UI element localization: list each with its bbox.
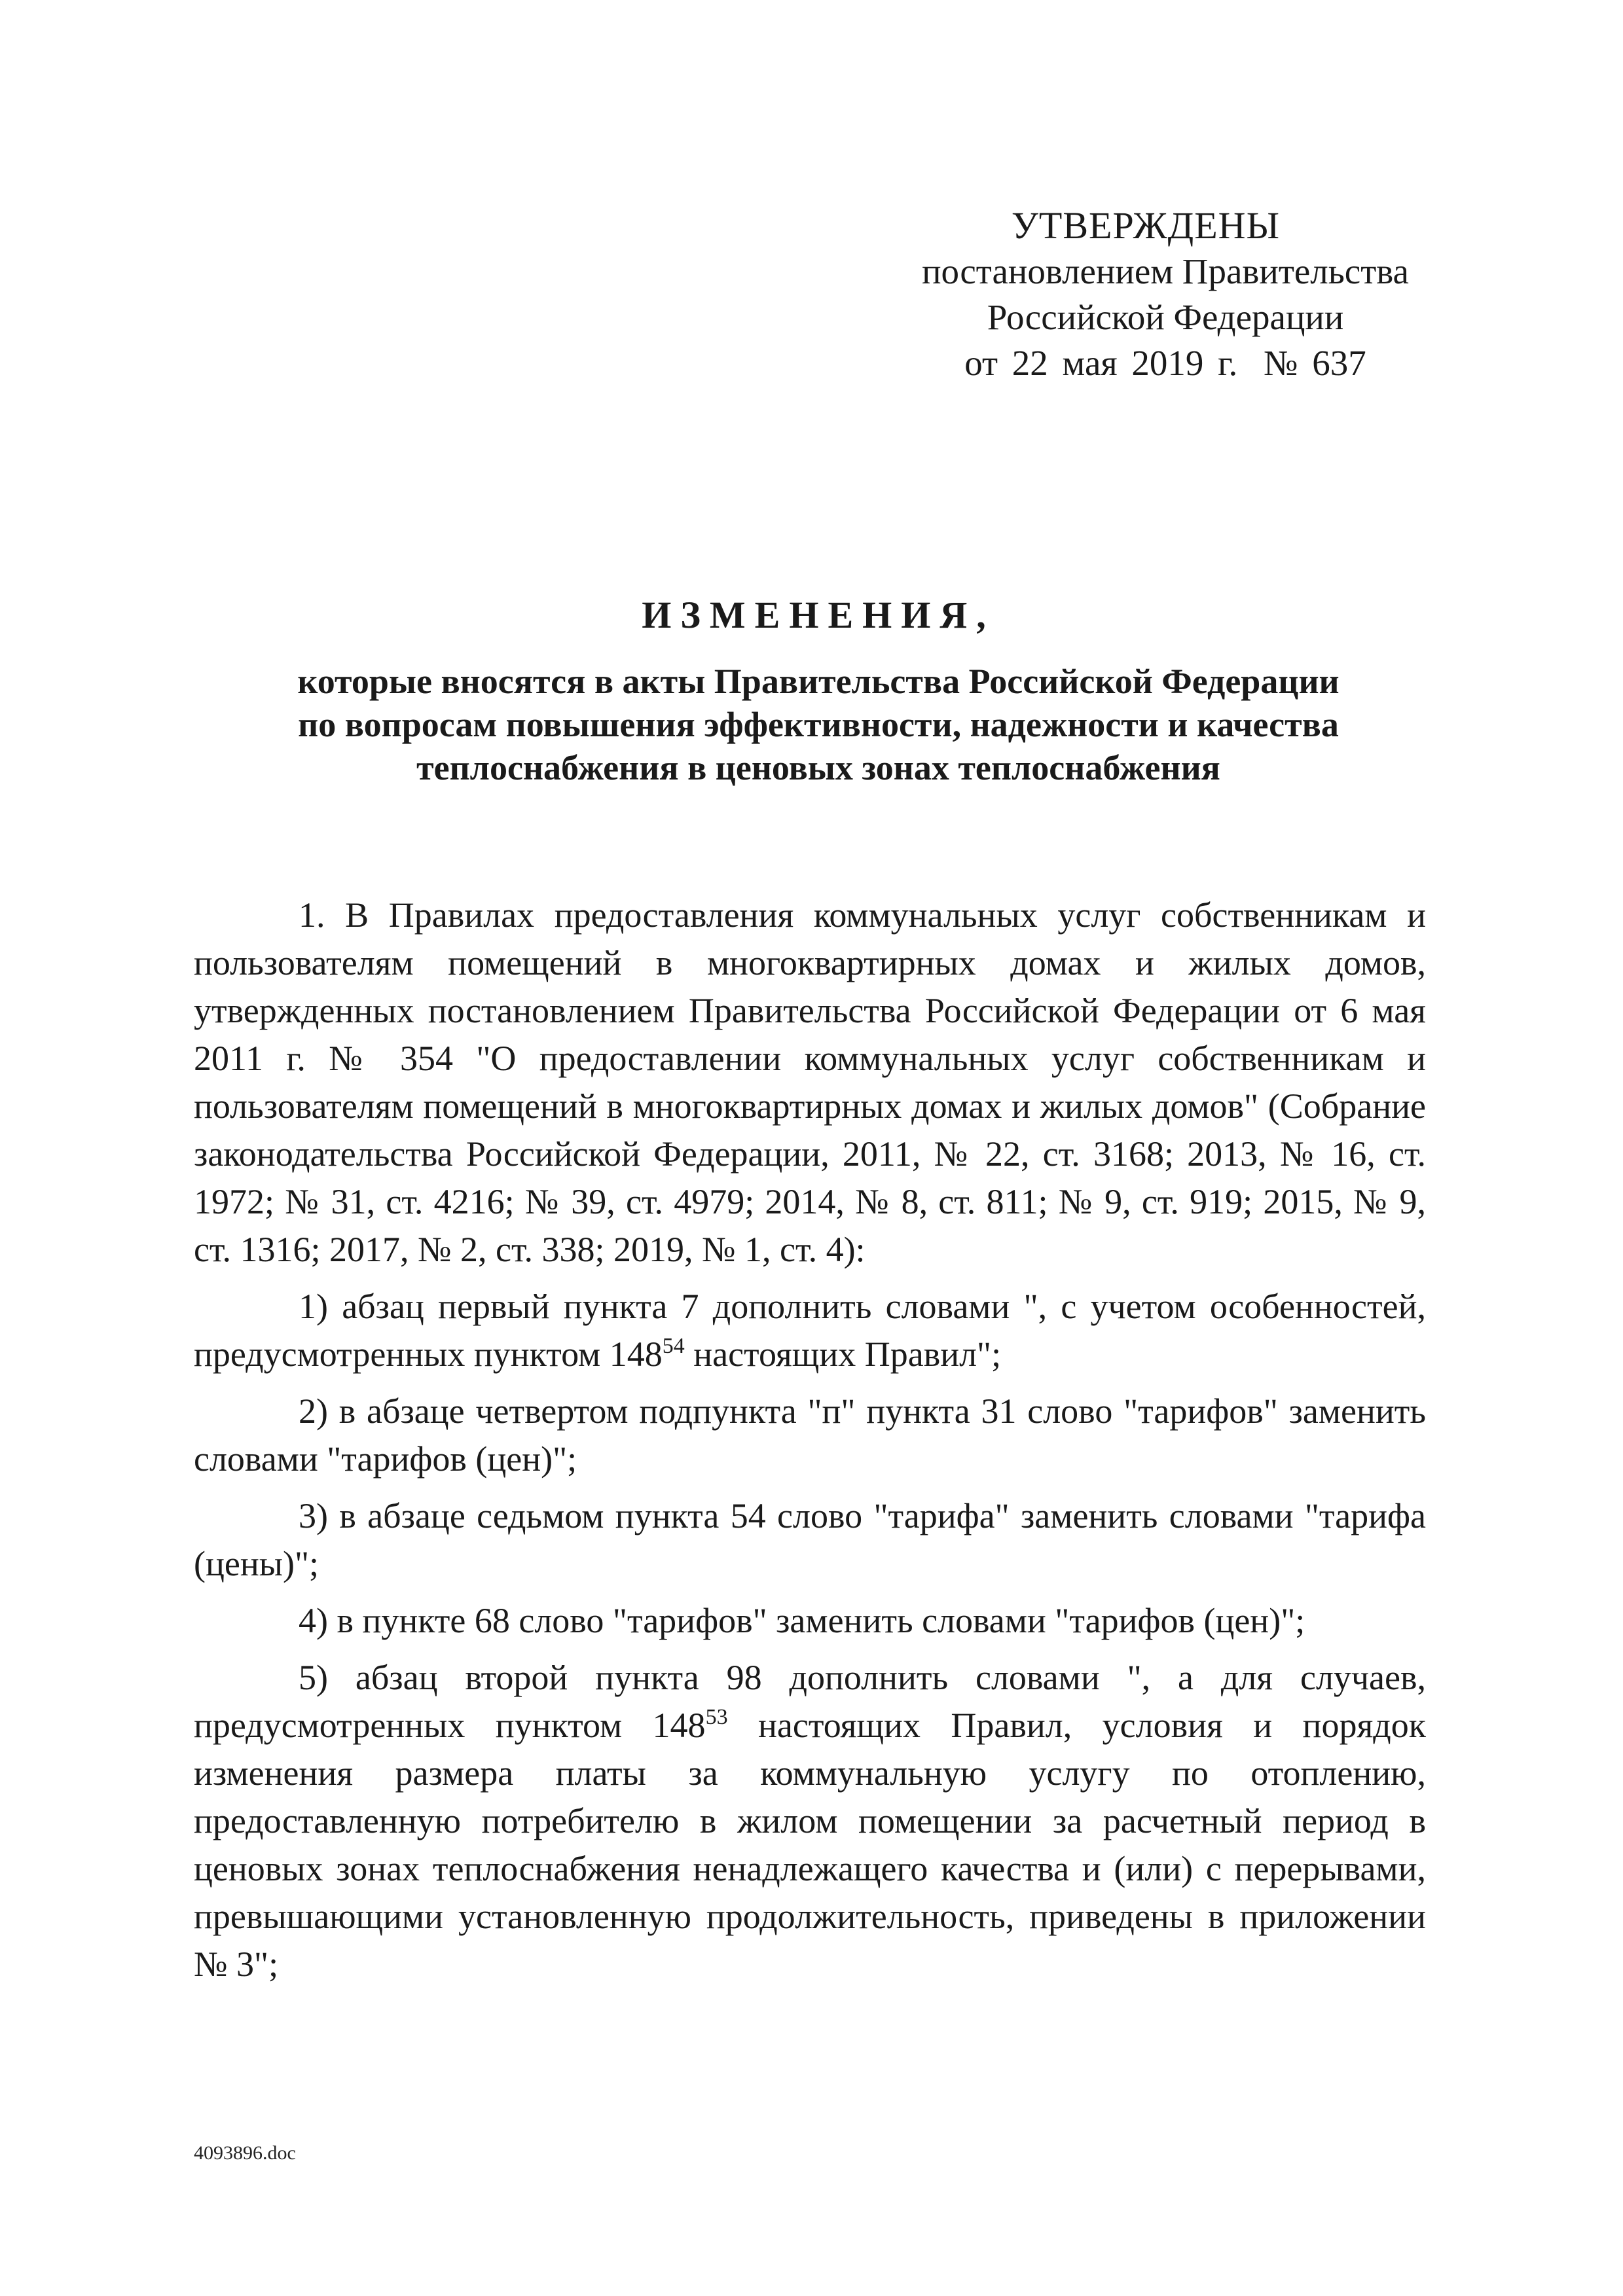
title-line-3: теплоснабжения в ценовых зонах теплоснабжения [416, 748, 1220, 787]
title-line-2: по вопросам повышения эффективности, надежности и качества [298, 705, 1339, 744]
paragraph-item-3: 3) в абзаце седьмом пункта 54 слово "тарифа" заменить словами "тарифа (цены)"; [194, 1496, 1426, 1583]
item-5-text: 5) абзац второй пункта 98 дополнить словами ", а для случаев, предусмотренных пунктом 148 [194, 1658, 1426, 1745]
item-1-text: 1) абзац первый пункта 7 дополнить словами ", с учетом особенностей, предусмотренных пунктом 148 [194, 1287, 1426, 1374]
approval-heading: УТВЕРЖДЕНЫ [1011, 204, 1281, 247]
document-code: 4093896.doc [194, 2142, 296, 2164]
paragraph-1: 1. В Правилах предоставления коммунальных услуг собственникам и пользователям помещений в многоквартирных домах и жилых домов, утвержденных постановлением Правительства Российской Федерации от 6 мая 2011 г. № 354 "О предоставлении коммунальных услуг собственникам и пользователям помещений в многоквартирных домах и жилых домов" (Собрание законодательства Российской Федерации, 2011, № 22, ст. 3168; 2013, № 16, ст. 1972; № 31, ст. 4216; № 39, ст. 4979; 2014, № 8, ст. 811; № 9, ст. 919; 2015, № 9, ст. 1316; 2017, № 2, ст. 338; 2019, № 1, ст. 4): [194, 895, 1426, 1269]
paragraph-item-1 [194, 1283, 1426, 1378]
title-main: ИЗМЕНЕНИЯ, [642, 594, 995, 636]
item-5-text-end: настоящих Правил, условия и порядок изменения размера платы за коммунальную услугу по отоплению, предоставленную потребителю в жилом помещении за расчетный период в ценовых зонах теплоснабжения ненадлежащего качества и (или) с перерывами, превышающими установленную продолжительность, приведены в приложении № 3"; [194, 1706, 1426, 1984]
approval-line-2: Российской Федерации [987, 297, 1344, 337]
approval-block [864, 203, 1467, 386]
approval-number: № 637 [1264, 343, 1366, 383]
paragraph-item-4: 4) в пункте 68 слово "тарифов" заменить словами "тарифов (цен)"; [299, 1601, 1305, 1640]
paragraph-item-2: 2) в абзаце четвертом подпункта "п" пункта 31 слово "тарифов" заменить словами "тарифов (цен)"; [194, 1391, 1426, 1479]
approval-line-1: постановлением Правительства [922, 251, 1409, 291]
approval-date-number [864, 340, 1467, 386]
item-1-superscript: 54 [662, 1334, 685, 1358]
item-5-superscript: 53 [705, 1705, 728, 1729]
item-1-text-end: настоящих Правил"; [684, 1335, 1002, 1374]
document-body [194, 891, 1426, 1988]
approval-date: от 22 мая 2019 г. [964, 343, 1238, 383]
paragraph-item-5 [194, 1654, 1426, 1988]
title-line-1: которые вносятся в акты Правительства Российской Федерации [297, 662, 1340, 701]
document-title [196, 589, 1440, 789]
